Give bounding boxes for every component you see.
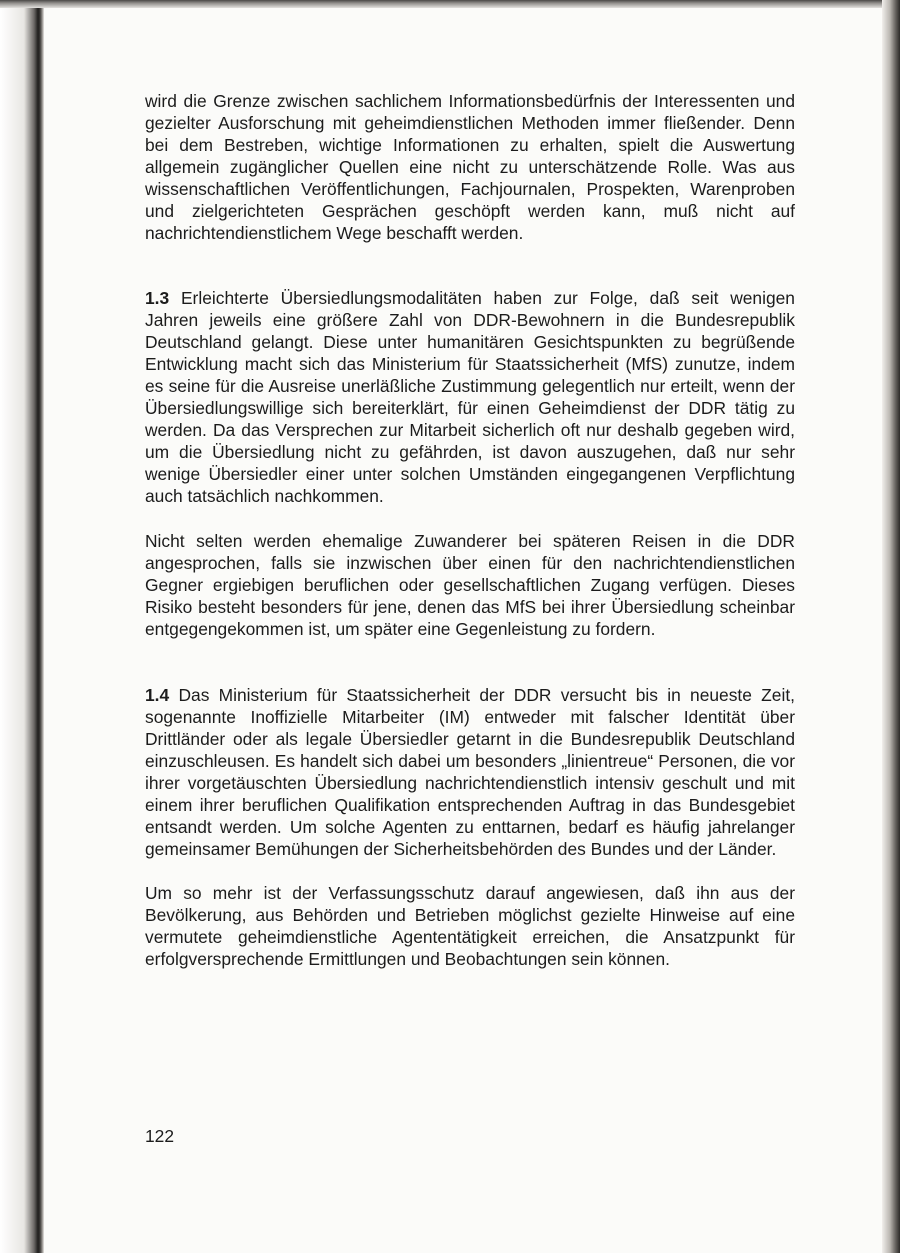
paragraph-text: wird die Grenze zwischen sachlichem Informationsbedürfnis der Interessenten und gezielter Ausforschung mit geheimdienstlichen Methoden immer fließender. Denn bei dem Bestreben, wichtige Informationen zu erhalten, spielt die Auswertung allgemein zugänglicher Quellen eine nicht zu unterschätzende Rolle. Was aus wissenschaftlichen Veröffentlichungen, Fachjournalen, Prospekten, Warenproben und zielgerichteten Gesprächen geschöpft werden kann, muß nicht auf nachrichtendienstlichem Wege beschafft werden.	[145, 91, 795, 243]
scan-right-edge	[882, 0, 900, 1253]
paragraph	[145, 90, 795, 244]
section-number: 1.3	[145, 288, 170, 308]
paragraph	[145, 530, 795, 640]
body-text	[145, 90, 795, 970]
paragraph-1-4	[145, 684, 795, 860]
scan-left-edge	[0, 0, 44, 1253]
paragraph-1-3	[145, 287, 795, 507]
paragraph-text: Erleichterte Übersiedlungsmodalitäten haben zur Folge, daß seit wenigen Jahren jeweils eine größere Zahl von DDR-Bewohnern in die Bundesrepublik Deutschland gelangt. Diese unter humanitären Gesichtspunkten zu begrüßende Entwicklung macht sich das Ministerium für Staatssicherheit (MfS) zunutze, indem es seine für die Ausreise unerläßliche Zustimmung gelegentlich nur erteilt, wenn der Übersiedlungswillige sich bereiterklärt, für einen Geheimdienst der DDR tätig zu werden. Da das Versprechen zur Mitarbeit sicherlich oft nur deshalb gegeben wird, um die Übersiedlung nicht zu gefährden, ist davon auszugehen, daß nur sehr wenige Übersiedler einer unter solchen Umständen eingegangenen Verpflichtung auch tatsächlich nachkommen.	[145, 288, 795, 506]
paragraph-text: Das Ministerium für Staatssicherheit der DDR versucht bis in neueste Zeit, sogenannte Inoffizielle Mitarbeiter (IM) entweder mit falscher Identität über Drittländer oder als legale Übersiedler getarnt in die Bundesrepublik Deutschland einzuschleusen. Es handelt sich dabei um besonders „linientreue“ Personen, die vor ihrer vorgetäuschten Übersiedlung nachrichtendienstlich intensiv geschult und mit einem ihrer beruflichen Qualifikation entsprechenden Auftrag in das Bundesgebiet entsandt werden. Um solche Agenten zu enttarnen, bedarf es häufig jahrelanger gemeinsamer Bemühungen der Sicherheitsbehörden des Bundes und der Länder.	[145, 685, 795, 859]
paragraph-text: Nicht selten werden ehemalige Zuwanderer bei späteren Reisen in die DDR angesprochen, falls sie inzwischen über einen für den nachrichtendienstlichen Gegner ergiebigen beruflichen oder gesellschaftlichen Zugang verfügen. Dieses Risiko besteht besonders für jene, denen das MfS bei ihrer Übersiedlung scheinbar entgegengekommen ist, um später eine Gegenleistung zu fordern.	[145, 531, 795, 639]
paragraph	[145, 882, 795, 970]
paragraph-text: Um so mehr ist der Verfassungsschutz darauf angewiesen, daß ihn aus der Bevölkerung, aus Behörden und Betrieben möglichst gezielte Hinweise auf eine vermutete geheimdienstliche Agententätigkeit erreichen, die Ansatzpunkt für erfolgversprechende Ermittlungen und Beobachtungen sein können.	[145, 883, 795, 969]
section-number: 1.4	[145, 685, 170, 705]
page-number: 122	[145, 1126, 175, 1146]
scan-top-edge	[0, 0, 900, 8]
